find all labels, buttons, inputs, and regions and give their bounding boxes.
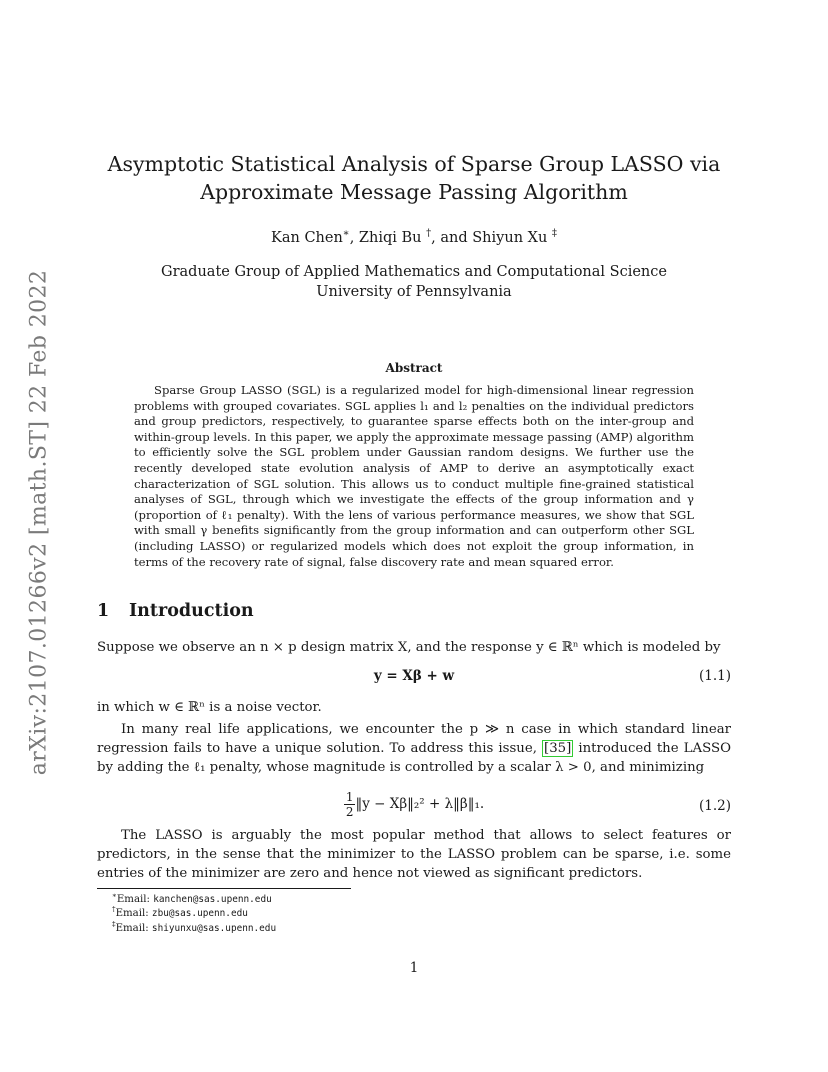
section-heading — [97, 601, 254, 621]
intro-paragraph-1: Suppose we observe an n × p design matrix X, and the response y ∈ ℝⁿ which is modeled by — [97, 640, 721, 655]
para3-after-cite: introduced the LASSO by adding the ℓ₁ penalty, whose magnitude is controlled by a scalar λ > 0, and minimizing — [97, 741, 731, 776]
page-number: 1 — [409, 960, 419, 976]
equation-1-2-body: ‖y − Xβ‖₂² + λ‖β‖₁. — [355, 796, 485, 812]
intro-paragraph-4: The LASSO is arguably the most popular method that allows to select features or predictors, in the sense that the minimizer to the LASSO problem can be sparse, i.e. some entries of the minimizer are zero and hence not viewed as significant predictors. — [97, 828, 731, 882]
author-sep-2: , and — [431, 230, 473, 246]
abstract-text: Sparse Group LASSO (SGL) is a regularized model for high-dimensional linear regression problems with grouped covariates. SGL applies l₁ and l₂ penalties on the individual predictors and group predictors, respectively, to guarantee sparse effects both on the inter-group and within-group levels. In this paper, we apply the approximate message passing (AMP) algorithm to efficiently solve the SGL problem under Gaussian random designs. We further use the recently developed state evolution analysis of AMP to derive an asymptotically exact characterization of SGL solution. This allows us to conduct multiple fine-grained statistical analyses of SGL, through which we investigate the effects of the group information and γ (proportion of ℓ₁ penalty). With the lens of various performance measures, we show that SGL with small γ benefits significantly from the group information and can outperform other SGL (including LASSO) or regularized models which does not exploit the group information, in terms of the recovery rate of signal, false discovery rate and mean squared error. — [134, 383, 694, 569]
affiliation-line-2: University of Pennsylvania — [316, 284, 512, 300]
equation-1-1-body: y = Xβ + w — [373, 668, 455, 684]
paper-title — [100, 150, 728, 206]
fraction-numerator: 1 — [345, 790, 354, 804]
author-3: Shiyun Xu — [472, 230, 552, 246]
affiliation-line-1: Graduate Group of Applied Mathematics and Computational Science — [161, 264, 667, 280]
equation-1-2 — [97, 790, 731, 824]
author-list — [100, 228, 728, 248]
author-2: Zhiqi Bu — [358, 230, 427, 246]
intro-paragraph-2: in which w ∈ ℝⁿ is a noise vector. — [97, 700, 322, 715]
title-line-2: Approximate Message Passing Algorithm — [200, 180, 628, 204]
fraction-denominator: 2 — [345, 805, 354, 819]
footnote-2-label: Email: — [115, 908, 152, 920]
footnote-rule — [97, 888, 351, 889]
equation-1-2-fraction — [344, 790, 356, 819]
abstract-heading: Abstract — [385, 361, 443, 375]
footnote-2-mark: † — [112, 904, 116, 914]
footnote-1-mark: ∗ — [112, 890, 117, 900]
footnote-1-label: Email: — [116, 894, 154, 905]
footnote-3 — [112, 919, 277, 936]
author-3-mark: ‡ — [551, 228, 557, 240]
equation-1-1-label: (1.1) — [698, 668, 731, 684]
section-number: 1 — [97, 601, 110, 621]
affiliation — [100, 262, 728, 302]
citation-35-link[interactable]: [35] — [544, 741, 572, 757]
title-line-1: Asymptotic Statistical Analysis of Sparse Group LASSO via — [107, 152, 721, 176]
arxiv-identifier-text: arXiv:2107.01266v2 [math.ST] 22 Feb 2022 — [26, 269, 52, 775]
footnotes — [112, 890, 277, 936]
equation-1-2-content — [97, 790, 731, 819]
author-2-mark: † — [426, 228, 432, 240]
footnote-1-email: kanchen@sas.upenn.edu — [153, 894, 272, 905]
para3-before-cite: In many real life applications, we encounter the p ≫ n case in which standard linear regression fails to have a unique solution. To address this issue, — [97, 722, 731, 757]
author-sep-1: , — [349, 230, 359, 246]
footnote-2-email: zbu@sas.upenn.edu — [151, 908, 248, 920]
arxiv-identifier — [24, 269, 54, 775]
equation-1-2-label: (1.2) — [698, 798, 731, 814]
equation-1-1 — [97, 668, 731, 692]
author-1: Kan Chen — [271, 230, 343, 246]
footnote-1 — [112, 890, 276, 907]
author-1-mark: ∗ — [342, 228, 350, 240]
intro-paragraph-3 — [97, 720, 731, 778]
footnote-3-email: shiyunxu@sas.upenn.edu — [151, 922, 277, 934]
footnote-2 — [112, 904, 276, 921]
footnote-3-mark: ‡ — [112, 919, 116, 929]
footnote-3-label: Email: — [115, 922, 152, 934]
section-title: Introduction — [129, 601, 254, 621]
